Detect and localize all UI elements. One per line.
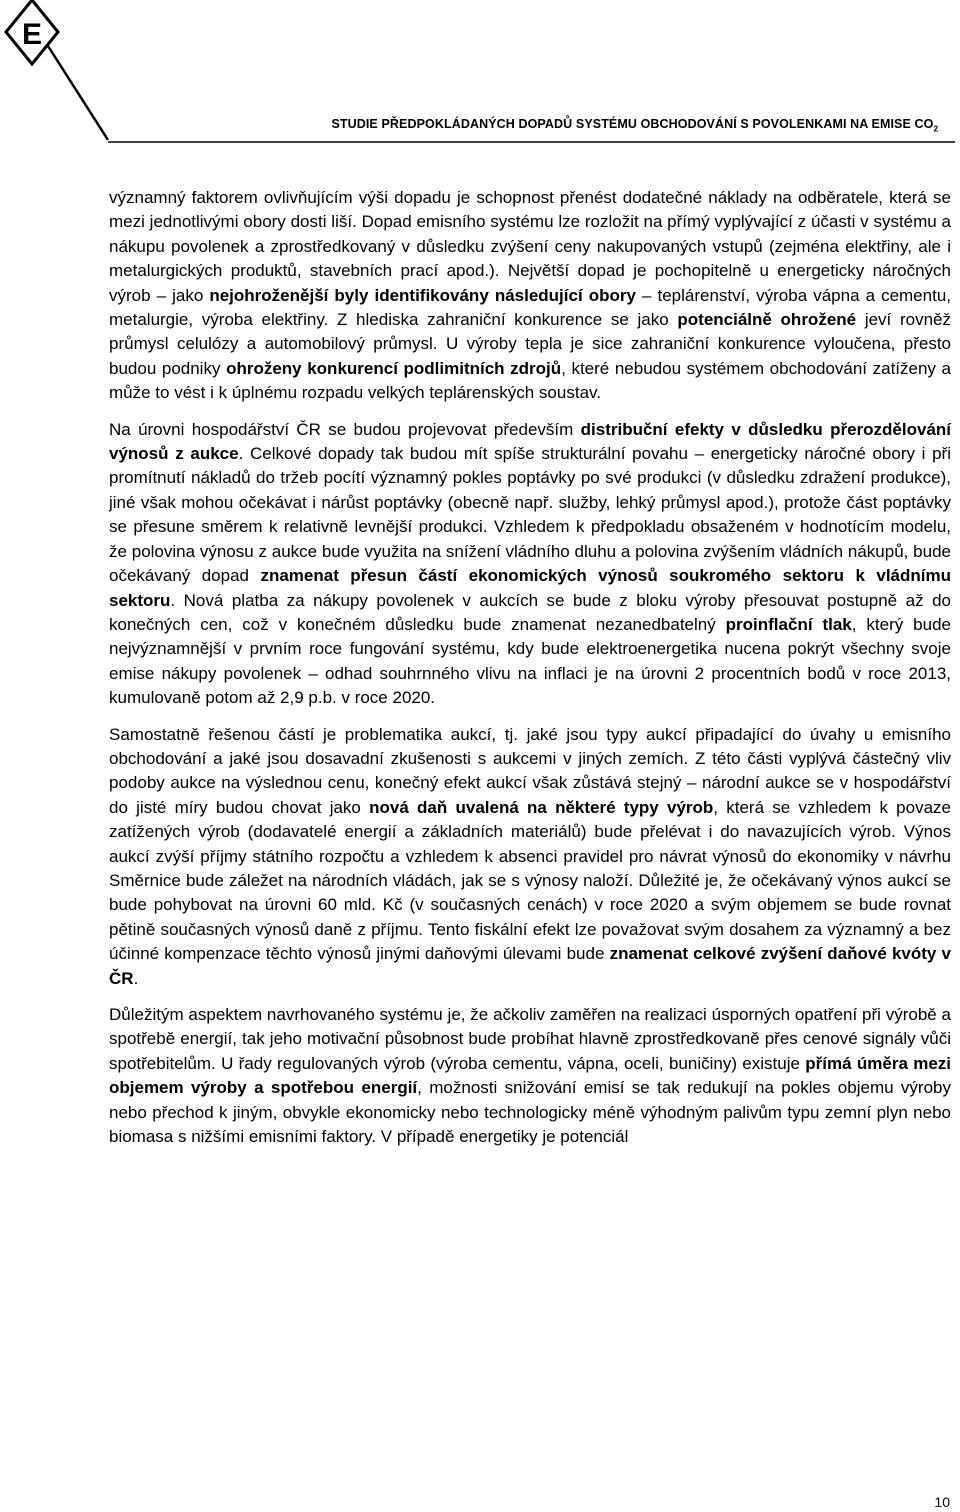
text-run: . Nová platba za nákupy povolenek v aukcích se bude z bloku výroby přesouvat postupně až do konečných cen, což v konečném důsledku bude znamenat nezanedbatelný bbox=[109, 590, 951, 634]
page-number: 10 bbox=[934, 1494, 950, 1510]
text-run: . bbox=[133, 968, 139, 988]
bold-text-run: nová daň uvalená na některé typy výrob bbox=[369, 797, 714, 817]
logo-icon bbox=[0, 0, 110, 142]
header-title: STUDIE PŘEDPOKLÁDANÝCH DOPADŮ SYSTÉMU OBCHODOVÁNÍ S POVOLENKAMI NA EMISE CO bbox=[331, 117, 934, 131]
logo-letter: E bbox=[21, 18, 43, 51]
bold-text-run: znamenat přesun částí ekonomických výnosů soukromého sektoru k vládnímu sektoru bbox=[109, 566, 951, 610]
text-run: , možnosti snižování emisí se tak redukují na pokles objemu výroby nebo přechod k jiným, obvykle ekonomicky nebo technologicky méně výhodným palivům typu zemní plyn nebo biomasa s nižšími emisními faktory. V případě energetiky je potenciál bbox=[109, 1078, 951, 1147]
header-title-subscript: 2 bbox=[933, 124, 938, 134]
header-rule bbox=[0, 140, 960, 144]
text-run: Na úrovni hospodářství ČR se budou projevovat především bbox=[109, 419, 581, 439]
bold-text-run: ohroženy konkurencí podlimitních zdrojů bbox=[226, 358, 562, 378]
bold-text-run: přímá úměra mezi objemem výroby a spotřebou energií bbox=[109, 1053, 952, 1098]
text-run: , které nebudou systémem obchodování zatíženy a může to vést i k úplnému rozpadu velkých teplárenských soustav. bbox=[109, 358, 951, 403]
bold-text-run: distribuční efekty v důsledku přerozdělování výnosů z aukce bbox=[109, 419, 952, 464]
bold-text-run: potenciálně ohrožené bbox=[677, 310, 857, 330]
paragraph bbox=[109, 723, 951, 991]
text-run: , která se vzhledem k povaze zatížených výrob (dodavatelé energií a základních materiálů) bude přelévat i do navazujících výrob. Výnos aukcí zvýší příjmy státního rozpočtu a vzhledem k absenci pravidel pro návrat výnosů do ekonomiky v návrhu Směrnice bude záležet na národních vládách, jak se s výnosy naloží. Důležité je, že očekávaný výnos aukcí se bude pohybovat na úrovni 60 mld. Kč (v současných cenách) v roce 2020 a svým objemem se bude rovnat pětině současných výnosů daně z příjmu. Tento fiskální efekt lze považovat svým dosahem za významný a bez účinné kompenzace těchto výnosů jinými daňovými úlevami bude bbox=[109, 797, 951, 964]
paragraph bbox=[109, 1003, 951, 1149]
text-run: Důležitým aspektem navrhovaného systému je, že ačkoliv zaměřen na realizaci úsporných opatření při výrobě a spotřebě energií, tak jeho motivační působnost bude probíhat hlavně zprostředkovaně přes cenové signály vůči spotřebitelům. U řady regulovaných výrob (výroba cementu, vápna, oceli, buničiny) existuje bbox=[109, 1005, 951, 1073]
document-body bbox=[109, 186, 951, 1161]
text-run: významný faktorem ovlivňujícím výši dopadu je schopnost přenést dodatečné náklady na odběratele, která se mezi jednotlivými obory dosti liší. Dopad emisního systému lze rozložit na přímý vyplývající z účasti v systému a nákupu povolenek a zprostředkovaný v důsledku zvýšení ceny nakupovaných vstupů (zejména elektřiny, ale i metalurgických produktů, stavebních prací apod.). Největší dopad je pochopitelně u energeticky náročných výrob – jako bbox=[109, 188, 951, 305]
bold-text-run: nejohroženější byly identifikovány následující obory bbox=[209, 285, 636, 305]
page-header bbox=[331, 117, 938, 134]
text-run: – teplárenství, výroba vápna a cementu, metalurgie, výroba elektřiny. Z hlediska zahraniční konkurence se jako bbox=[109, 285, 951, 330]
bold-text-run: znamenat celkové zvýšení daňové kvóty v ČR bbox=[109, 944, 951, 988]
text-run: , který bude nejvýznamnější v prvním roce fungování systému, kdy bude elektroenergetika nucena pokrýt všechny svoje emise nákupy povolenek – odhad souhrnného vlivu na inflaci je na úrovni 2 procentních bodů v roce 2013, kumulovaně potom až 2,9 p.b. v roce 2020. bbox=[109, 614, 951, 708]
paragraph bbox=[109, 186, 951, 406]
text-run: . Celkové dopady tak budou mít spíše strukturální povahu – energeticky náročné obory i při promítnutí nákladů do tržeb pocítí významný pokles poptávky po své produkci (v důsledku zdražení produkce), jiné však mohou očekávat i nárůst poptávky (obecně např. služby, lehký průmysl apod.), protože část poptávky se přesune směrem k relativně levnější produkci. Vzhledem k předpokladu obsaženém v hodnotícím modelu, že polovina výnosu z aukce bude využita na snížení vládního dluhu a polovina zvýšením vládních nákupů, bude očekávaný dopad bbox=[109, 444, 951, 586]
text-run: Samostatně řešenou částí je problematika aukcí, tj. jaké jsou typy aukcí připadající do úvahy u emisního obchodování a jaké jsou dosavadní zkušenosti s aukcemi v jiných zemích. Z této části vyplývá částečný vliv podoby aukce na výslednou cenu, konečný efekt aukcí však zůstává stejný – národní aukce se v hospodářství do jisté míry budou chovat jako bbox=[109, 724, 951, 817]
paragraph bbox=[109, 418, 951, 711]
text-run: jeví rovněž průmysl celulózy a automobilový průmysl. U výroby tepla je sice zahraniční konkurence vyloučena, přesto budou podniky bbox=[109, 310, 951, 378]
bold-text-run: proinflační tlak bbox=[725, 614, 852, 634]
